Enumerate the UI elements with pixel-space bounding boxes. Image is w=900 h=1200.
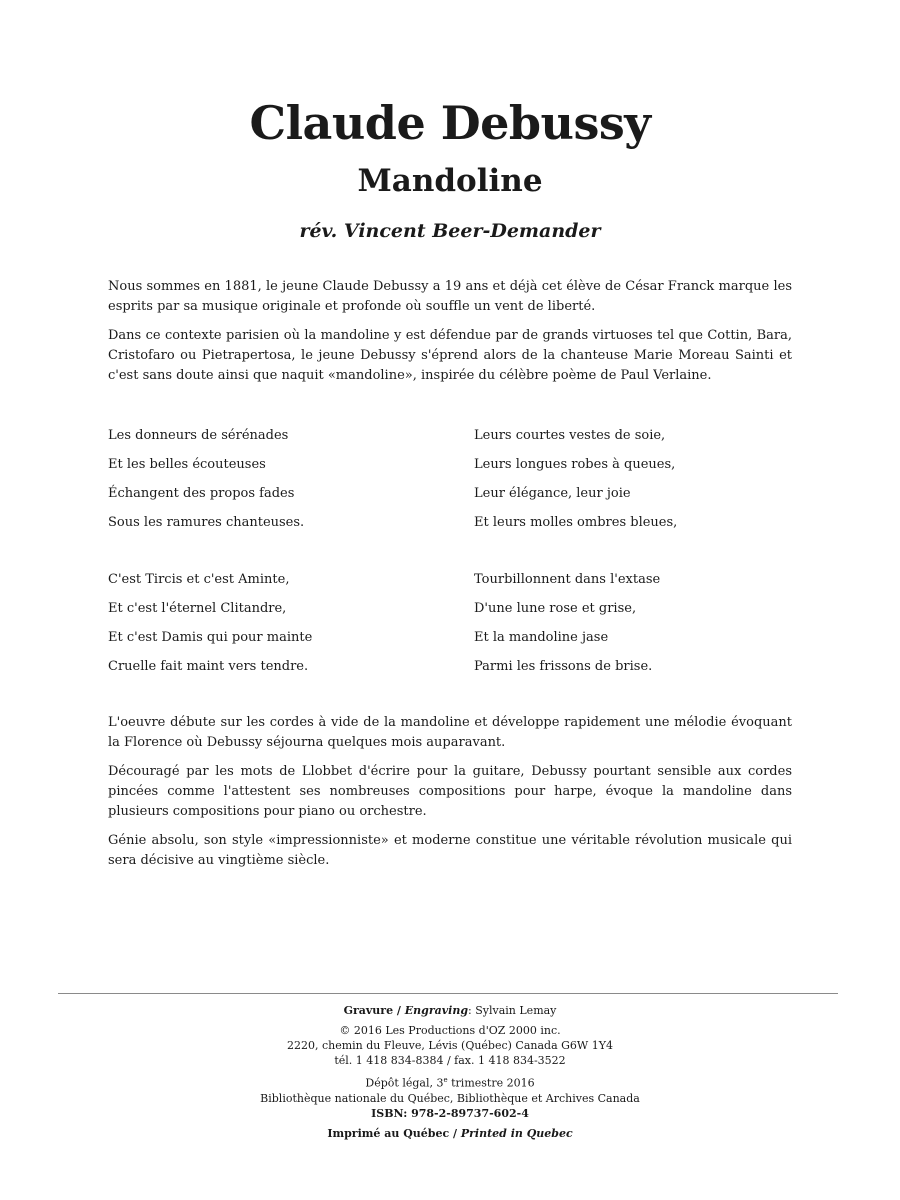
- outro-paragraph: Découragé par les mots de Llobbet d'écrire pour la guitare, Debussy pourtant sensible aux cordes pincées comme l'attestent ses nombreuses compositions pour harpe, évoque la mandoline dans plusieurs compositions pour piano ou orchestre.: [108, 764, 792, 819]
- printed-label-en: Printed in Quebec: [460, 1126, 573, 1140]
- printed-credit: [0, 1126, 900, 1141]
- legal-deposit-sup: e: [443, 1076, 448, 1084]
- publisher-block: [0, 1023, 900, 1068]
- poem-verse: Parmi les frissons de brise.: [474, 659, 653, 674]
- poem-verse: D'une lune rose et grise,: [474, 601, 637, 616]
- poem-verse: Leurs courtes vestes de soie,: [474, 428, 666, 443]
- intro-text: [108, 277, 792, 395]
- poem-verse: Et c'est Damis qui pour mainte: [108, 630, 313, 645]
- poem-stanza: [474, 570, 677, 686]
- poem-verse: Leur élégance, leur joie: [474, 486, 631, 501]
- poem-stanza: [108, 570, 312, 686]
- phone-line: tél. 1 418 834-8384 / fax. 1 418 834-3522: [334, 1054, 566, 1067]
- printed-label-fr: Imprimé au Québec /: [327, 1126, 461, 1140]
- library-line: Bibliothèque nationale du Québec, Bibliothèque et Archives Canada: [260, 1091, 640, 1105]
- legal-deposit-line: [0, 1073, 900, 1091]
- poem-verse: Tourbillonnent dans l'extase: [474, 572, 661, 587]
- poem-stanza: [108, 426, 312, 542]
- poem-verse: Les donneurs de sérénades: [108, 428, 289, 443]
- poem-verse: Et c'est l'éternel Clitandre,: [108, 601, 287, 616]
- legal-deposit-suffix: trimestre 2016: [447, 1076, 535, 1090]
- poem-verse: Et les belles écouteuses: [108, 457, 266, 472]
- poem-verse: Leurs longues robes à queues,: [474, 457, 676, 472]
- poem-verse: Et leurs molles ombres bleues,: [474, 515, 678, 530]
- composer-title: Claude Debussy: [249, 96, 651, 150]
- outro-text: [108, 713, 792, 880]
- engraving-credit: [0, 1003, 900, 1018]
- poem-verse: Cruelle fait maint vers tendre.: [108, 659, 309, 674]
- intro-paragraph: Nous sommes en 1881, le jeune Claude Debussy a 19 ans et déjà cet élève de César Franck marque les esprits par sa musique originale et profonde où souffle un vent de liberté.: [108, 279, 792, 314]
- footer-divider: [58, 993, 838, 994]
- copyright-line: © 2016 Les Productions d'OZ 2000 inc.: [339, 1024, 561, 1037]
- engraving-label-en: Engraving: [404, 1004, 469, 1017]
- outro-paragraph: Génie absolu, son style «impressionniste» et moderne constitue une véritable révolution musicale qui sera décisive au vingtième siècle.: [108, 833, 792, 868]
- poem-verse: Et la mandoline jase: [474, 630, 609, 645]
- poem-verse: Échangent des propos fades: [108, 486, 295, 501]
- intro-paragraph: Dans ce contexte parisien où la mandoline y est défendue par de grands virtuoses tel que Cottin, Bara, Cristofaro ou Pietrapertosa, le jeune Debussy s'éprend alors de la chanteuse Marie Moreau Sainti et c'est sans doute ainsi que naquit «mandoline», inspirée du célèbre poème de Paul Verlaine.: [108, 328, 792, 383]
- reviser-credit: rév. Vincent Beer-Demander: [299, 220, 601, 242]
- poem-stanza: [474, 426, 677, 542]
- colophon: [0, 1003, 900, 1146]
- engraving-label-fr: Gravure /: [343, 1004, 405, 1017]
- outro-paragraph: L'oeuvre débute sur les cordes à vide de la mandoline et développe rapidement une mélodie évoquant la Florence où Debussy séjourna quelques mois auparavant.: [108, 715, 792, 750]
- legal-deposit-prefix: Dépôt légal, 3: [365, 1076, 444, 1090]
- legal-deposit-block: [0, 1073, 900, 1121]
- poem-right-column: [474, 426, 677, 686]
- address-line: 2220, chemin du Fleuve, Lévis (Québec) Canada G6W 1Y4: [286, 1039, 613, 1052]
- poem-verse: C'est Tircis et c'est Aminte,: [108, 572, 290, 587]
- work-title: Mandoline: [357, 163, 543, 199]
- poem-left-column: [108, 426, 312, 686]
- engraving-name: : Sylvain Lemay: [468, 1004, 557, 1017]
- isbn-line: ISBN: 978-2-89737-602-4: [371, 1106, 529, 1120]
- poem-verse: Sous les ramures chanteuses.: [108, 515, 305, 530]
